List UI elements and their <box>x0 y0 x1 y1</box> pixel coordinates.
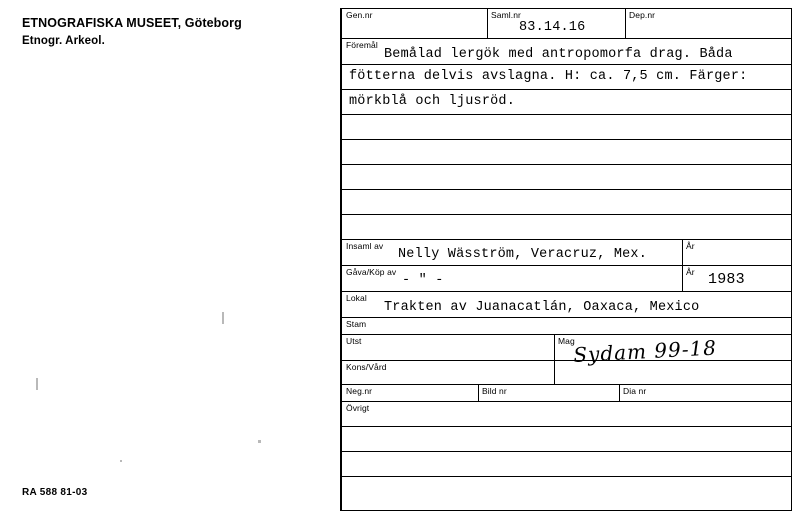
row-insaml-av <box>342 240 791 266</box>
row-blank[interactable] <box>342 165 791 190</box>
row-kons-vard <box>342 361 791 385</box>
lokal-value[interactable]: Trakten av Juanacatlán, Oaxaca, Mexico <box>384 300 700 315</box>
row-foremal-line-2 <box>342 65 791 90</box>
bild-nr-caption: Bild nr <box>482 386 507 396</box>
foremal-caption: Föremål <box>346 40 378 50</box>
foremal-line-2[interactable]: fötterna delvis avslagna. H: ca. 7,5 cm. Färger: <box>349 69 748 84</box>
museum-subtitle: Etnogr. Arkeol. <box>22 35 105 47</box>
museum-title: ETNOGRAFISKA MUSEET, Göteborg <box>22 16 242 30</box>
scan-speck <box>36 378 38 390</box>
row-lokal <box>342 292 791 318</box>
row-ovrigt <box>342 402 791 427</box>
gava-ar-value[interactable]: 1983 <box>708 271 745 288</box>
gava-kop-av-caption: Gåva/Köp av <box>346 267 397 277</box>
saml-nr-value[interactable]: 83.14.16 <box>519 20 586 35</box>
left-page-panel <box>0 0 330 519</box>
row-blank[interactable] <box>342 215 791 240</box>
row-blank[interactable] <box>342 477 791 502</box>
divider <box>619 385 620 401</box>
divider <box>554 361 555 384</box>
catalogue-card <box>340 8 792 511</box>
dep-nr-caption: Dep.nr <box>629 10 656 20</box>
divider <box>478 385 479 401</box>
row-blank[interactable] <box>342 427 791 452</box>
divider <box>554 335 555 360</box>
divider <box>487 9 488 38</box>
row-stam <box>342 318 791 335</box>
insaml-av-value[interactable]: Nelly Wäsström, Veracruz, Mex. <box>398 247 648 262</box>
insaml-av-caption: Insaml av <box>346 241 384 251</box>
row-foremal-line-3 <box>342 90 791 115</box>
scan-speck <box>258 440 261 443</box>
ovrigt-caption: Övrigt <box>346 403 370 413</box>
row-blank[interactable] <box>342 140 791 165</box>
foremal-line-1[interactable]: Bemålad lergök med antropomorfa drag. Båda <box>384 47 733 62</box>
row-foremal <box>342 39 791 65</box>
neg-nr-caption: Neg.nr <box>346 386 373 396</box>
insaml-ar-caption: År <box>686 241 695 251</box>
scan-speck <box>222 312 224 324</box>
lokal-caption: Lokal <box>346 293 367 303</box>
saml-nr-caption: Saml.nr <box>491 10 521 20</box>
row-blank[interactable] <box>342 190 791 215</box>
divider <box>682 266 683 291</box>
utst-caption: Utst <box>346 336 362 346</box>
stam-caption: Stam <box>346 319 367 329</box>
row-blank[interactable] <box>342 452 791 477</box>
divider <box>682 240 683 265</box>
mag-value[interactable]: Sydam 99-18 <box>572 335 718 367</box>
scan-speck <box>120 460 122 462</box>
row-gava-kop-av <box>342 266 791 292</box>
form-code-label: RA 588 81-03 <box>22 487 88 498</box>
row-photo-numbers <box>342 385 791 402</box>
mag-caption: Mag <box>558 336 575 346</box>
dia-nr-caption: Dia nr <box>623 386 647 396</box>
row-numbers <box>342 9 791 39</box>
kons-vard-caption: Kons/Vård <box>346 362 387 372</box>
row-blank[interactable] <box>342 115 791 140</box>
gava-ar-caption: År <box>686 267 695 277</box>
divider <box>625 9 626 38</box>
gen-nr-caption: Gen.nr <box>346 10 373 20</box>
foremal-line-3[interactable]: mörkblå och ljusröd. <box>349 94 516 109</box>
gava-kop-av-value[interactable]: - " - <box>402 273 444 288</box>
